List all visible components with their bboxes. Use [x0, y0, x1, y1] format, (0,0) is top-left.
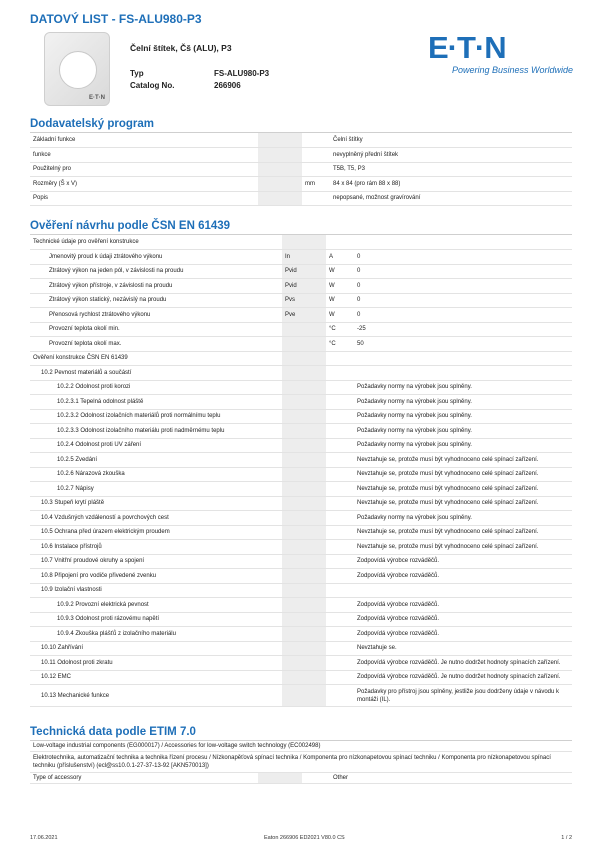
- row-unit: [326, 598, 354, 613]
- row-symbol: [282, 540, 326, 555]
- row-value: Požadavky normy na výrobek jsou splněny.: [354, 424, 572, 439]
- row-value: Nevztahuje se, protože musí být vyhodnoceno celé spínací zařízení.: [354, 467, 572, 482]
- row-value: Požadavky normy na výrobek jsou splněny.: [354, 380, 572, 395]
- row-label: 10.3 Stupeň krytí pláště: [30, 496, 282, 511]
- table-row: [30, 250, 572, 265]
- row-value: 0: [354, 264, 572, 279]
- type-value: FS-ALU980-P3: [214, 69, 270, 78]
- table-row: [30, 395, 572, 410]
- row-value: 0: [354, 250, 572, 265]
- row-value: 84 x 84 (pro rám 88 x 88): [330, 177, 572, 192]
- row-value: [354, 583, 572, 598]
- product-description: Čelní štítek, Čš (ALU), P3: [130, 43, 232, 53]
- table-row: [30, 741, 572, 752]
- row-symbol: [258, 148, 302, 163]
- table-row: [30, 641, 572, 656]
- row-unit: W: [326, 264, 354, 279]
- row-symbol: Pve: [282, 308, 326, 323]
- section-design-verification: [30, 220, 572, 707]
- table-row: [30, 627, 572, 642]
- row-unit: [302, 133, 330, 148]
- etim-line2: Elektrotechnika, automatizační technika a technika řízení procesu / Nízkonapěťová spínací technika / Komponenta pro nízkonapetovou spínací techniku / Komponenta pro nízkonapetovou spínací techniku (příslušenství) (ecl@ss10.0.1-27-37-13-92 [AKN570013]): [30, 752, 572, 773]
- table-row: [30, 453, 572, 468]
- row-value: Zodpovídá výrobce rozváděčů.: [354, 627, 572, 642]
- row-unit: [326, 235, 354, 250]
- row-symbol: [282, 569, 326, 584]
- row-unit: [302, 162, 330, 177]
- document-title: DATOVÝ LIST - FS-ALU980-P3: [30, 12, 202, 26]
- row-symbol: [282, 467, 326, 482]
- row-label: 10.9.4 Zkouška plášťů z izolačního materiálu: [30, 627, 282, 642]
- product-hole: [59, 51, 97, 89]
- table-row: [30, 438, 572, 453]
- row-label: 10.9.2 Provozní elektrická pevnost: [30, 598, 282, 613]
- etim-row-label: Type of accessory: [30, 773, 258, 784]
- row-symbol: [282, 656, 326, 671]
- row-unit: [326, 453, 354, 468]
- row-symbol: [282, 235, 326, 250]
- row-symbol: Pvid: [282, 264, 326, 279]
- row-unit: [326, 583, 354, 598]
- row-unit: [326, 482, 354, 497]
- row-label: 10.2.3.2 Odolnost izolačních materiálů proti normálnímu teplu: [30, 409, 282, 424]
- row-symbol: [282, 395, 326, 410]
- table-row: [30, 177, 572, 192]
- row-label: 10.5 Ochrana před úrazem elektrickým proudem: [30, 525, 282, 540]
- row-unit: mm: [302, 177, 330, 192]
- table-row: [30, 366, 572, 381]
- row-symbol: [282, 670, 326, 685]
- row-symbol: [282, 424, 326, 439]
- catalog-value: 266906: [214, 81, 241, 90]
- row-value: Zodpovídá výrobce rozváděčů. Je nutno dodržet hodnoty spínacích zařízení.: [354, 656, 572, 671]
- row-label: Základní funkce: [30, 133, 258, 148]
- table-row: [30, 525, 572, 540]
- row-unit: A: [326, 250, 354, 265]
- row-label: 10.2.6 Nárazová zkouška: [30, 467, 282, 482]
- table-row: [30, 540, 572, 555]
- row-label: 10.7 Vnitřní proudové okruhy a spojení: [30, 554, 282, 569]
- table-row: [30, 670, 572, 685]
- etim-line1: Low-voltage industrial components (EG000017) / Accessories for low-voltage switch technology (EC002498): [30, 741, 572, 752]
- row-label: Ztrátový výkon statický, nezávislý na proudu: [30, 293, 282, 308]
- row-label: 10.2 Pevnost materiálů a součástí: [30, 366, 282, 381]
- table-row: [30, 554, 572, 569]
- table-row: [30, 235, 572, 250]
- row-label: Ztrátový výkon přístroje, v závislosti na proudu: [30, 279, 282, 294]
- row-unit: [326, 656, 354, 671]
- row-value: T5B, T5, P3: [330, 162, 572, 177]
- row-unit: [302, 191, 330, 206]
- row-symbol: [282, 554, 326, 569]
- row-symbol: [282, 322, 326, 337]
- row-value: [354, 235, 572, 250]
- row-unit: [326, 511, 354, 526]
- row-label: funkce: [30, 148, 258, 163]
- type-row: [130, 69, 269, 81]
- row-label: Provozní teplota okolí max.: [30, 337, 282, 352]
- row-label: Popis: [30, 191, 258, 206]
- row-symbol: Pvid: [282, 279, 326, 294]
- row-unit: W: [326, 308, 354, 323]
- row-value: Požadavky normy na výrobek jsou splněny.: [354, 409, 572, 424]
- row-label: Ověření konstrukce ČSN EN 61439: [30, 351, 282, 366]
- row-value: nepopsané, možnost gravírování: [330, 191, 572, 206]
- row-value: [354, 351, 572, 366]
- row-value: Nevztahuje se, protože musí být vyhodnoceno celé spínací zařízení.: [354, 525, 572, 540]
- row-value: -25: [354, 322, 572, 337]
- row-value: Požadavky normy na výrobek jsou splněny.: [354, 395, 572, 410]
- row-unit: [326, 569, 354, 584]
- row-label: 10.8 Připojení pro vodiče přivedené zvenku: [30, 569, 282, 584]
- row-value: 0: [354, 308, 572, 323]
- product-header: [130, 43, 269, 93]
- row-value: [354, 366, 572, 381]
- row-label: 10.12 EMC: [30, 670, 282, 685]
- row-symbol: [282, 438, 326, 453]
- row-label: Použitelný pro: [30, 162, 258, 177]
- table-row: [30, 308, 572, 323]
- row-label: 10.2.2 Odolnost proti korozi: [30, 380, 282, 395]
- etim-table: [30, 741, 572, 784]
- row-unit: [326, 467, 354, 482]
- type-label: Typ: [130, 69, 144, 78]
- logo-word: E·T·N: [428, 30, 506, 65]
- row-value: 50: [354, 337, 572, 352]
- row-symbol: [282, 351, 326, 366]
- row-value: Požadavky normy na výrobek jsou splněny.: [354, 438, 572, 453]
- row-symbol: [282, 366, 326, 381]
- row-value: nevyplněný přední štítek: [330, 148, 572, 163]
- row-unit: °C: [326, 322, 354, 337]
- row-symbol: [282, 482, 326, 497]
- section-title: Dodavatelský program: [30, 118, 572, 133]
- row-value: Zodpovídá výrobce rozváděčů.: [354, 598, 572, 613]
- row-label: Provozní teplota okolí min.: [30, 322, 282, 337]
- table-row: [30, 337, 572, 352]
- table-row: [30, 511, 572, 526]
- row-symbol: [282, 525, 326, 540]
- row-unit: [326, 351, 354, 366]
- row-value: 0: [354, 293, 572, 308]
- footer-doc-id: Eaton 266906 ED2021 V80.0 CS: [264, 835, 345, 841]
- table-row: [30, 162, 572, 177]
- table-row: [30, 279, 572, 294]
- row-symbol: [282, 583, 326, 598]
- row-label: 10.10 Zahřívání: [30, 641, 282, 656]
- table-row: [30, 773, 572, 784]
- row-symbol: [258, 191, 302, 206]
- row-unit: [326, 438, 354, 453]
- table-row: [30, 496, 572, 511]
- catalog-row: [130, 81, 269, 93]
- etim-row-unit: [302, 773, 330, 784]
- table-row: [30, 598, 572, 613]
- table-row: [30, 293, 572, 308]
- section-supplier-program: [30, 118, 572, 206]
- row-unit: [326, 627, 354, 642]
- row-value: Nevztahuje se, protože musí být vyhodnoceno celé spínací zařízení.: [354, 540, 572, 555]
- table-row: [30, 409, 572, 424]
- row-label: Ztrátový výkon na jeden pól, v závislosti na proudu: [30, 264, 282, 279]
- row-symbol: [258, 133, 302, 148]
- table-row: [30, 424, 572, 439]
- row-symbol: [282, 641, 326, 656]
- row-unit: [326, 409, 354, 424]
- row-unit: [326, 366, 354, 381]
- row-symbol: [282, 337, 326, 352]
- footer-date: 17.06.2021: [30, 835, 58, 841]
- product-image: [44, 32, 110, 106]
- row-symbol: [282, 496, 326, 511]
- table-row: [30, 148, 572, 163]
- row-label: Přenosová rychlost ztrátového výkonu: [30, 308, 282, 323]
- row-symbol: [258, 177, 302, 192]
- row-symbol: [258, 162, 302, 177]
- row-symbol: [282, 380, 326, 395]
- row-value: Nevztahuje se, protože musí být vyhodnoceno celé spínací zařízení.: [354, 482, 572, 497]
- row-unit: [326, 670, 354, 685]
- row-unit: [326, 554, 354, 569]
- row-unit: [326, 612, 354, 627]
- eaton-logo: [428, 32, 573, 78]
- row-symbol: [282, 453, 326, 468]
- etim-row-value: Other: [330, 773, 572, 784]
- row-label: 10.2.7 Nápisy: [30, 482, 282, 497]
- row-label: Jmenovitý proud k údaji ztrátového výkonu: [30, 250, 282, 265]
- footer-page: 1 / 2: [561, 835, 572, 841]
- row-unit: [326, 525, 354, 540]
- row-value: Nevztahuje se, protože musí být vyhodnoceno celé spínací zařízení.: [354, 496, 572, 511]
- table-row: [30, 583, 572, 598]
- row-value: Nevztahuje se, protože musí být vyhodnoceno celé spínací zařízení.: [354, 453, 572, 468]
- row-symbol: [282, 685, 326, 707]
- row-label: 10.6 Instalace přístrojů: [30, 540, 282, 555]
- row-label: 10.4 Vzdušných vzdáleností a povrchových cest: [30, 511, 282, 526]
- table-row: [30, 191, 572, 206]
- section-etim: [30, 726, 572, 784]
- row-value: Zodpovídá výrobce rozváděčů.: [354, 569, 572, 584]
- table-row: [30, 351, 572, 366]
- table-row: [30, 482, 572, 497]
- row-label: 10.9.3 Odolnost proti rázovému napětí: [30, 612, 282, 627]
- row-label: 10.2.3.1 Tepelná odolnost pláště: [30, 395, 282, 410]
- row-symbol: Pvs: [282, 293, 326, 308]
- row-symbol: In: [282, 250, 326, 265]
- row-value: Zodpovídá výrobce rozváděčů. Je nutno dodržet hodnoty spínacích zařízení.: [354, 670, 572, 685]
- row-unit: [326, 685, 354, 707]
- logo-tagline: Powering Business Worldwide: [451, 65, 573, 75]
- row-value: Zodpovídá výrobce rozváděčů.: [354, 554, 572, 569]
- row-value: Požadavky pro přístroj jsou splněny, jestliže jsou dodrženy údaje v návodu k montáži (IL).: [354, 685, 572, 707]
- row-unit: [302, 148, 330, 163]
- verification-table: [30, 235, 572, 707]
- row-label: Technické údaje pro ověření konstrukce: [30, 235, 282, 250]
- row-value: Čelní štítky: [330, 133, 572, 148]
- row-unit: W: [326, 279, 354, 294]
- product-logo-mark: E·T·N: [89, 95, 105, 101]
- row-symbol: [282, 627, 326, 642]
- row-value: Požadavky normy na výrobek jsou splněny.: [354, 511, 572, 526]
- row-unit: [326, 496, 354, 511]
- row-label: 10.2.3.3 Odolnost izolačního materiálu proti nadměrnému teplu: [30, 424, 282, 439]
- table-row: [30, 685, 572, 707]
- table-row: [30, 467, 572, 482]
- row-unit: [326, 424, 354, 439]
- row-unit: [326, 540, 354, 555]
- row-symbol: [282, 598, 326, 613]
- table-row: [30, 752, 572, 773]
- etim-row-sym: [258, 773, 302, 784]
- table-row: [30, 612, 572, 627]
- row-label: Rozměry (Š x V): [30, 177, 258, 192]
- row-symbol: [282, 409, 326, 424]
- row-value: Zodpovídá výrobce rozváděčů.: [354, 612, 572, 627]
- table-row: [30, 322, 572, 337]
- table-row: [30, 656, 572, 671]
- row-label: 10.11 Odolnost proti zkratu: [30, 656, 282, 671]
- table-row: [30, 380, 572, 395]
- supplier-table: [30, 133, 572, 206]
- row-label: 10.2.5 Zvedání: [30, 453, 282, 468]
- row-value: 0: [354, 279, 572, 294]
- row-unit: [326, 641, 354, 656]
- row-label: 10.13 Mechanické funkce: [30, 685, 282, 707]
- table-row: [30, 264, 572, 279]
- row-unit: [326, 380, 354, 395]
- row-value: Nevztahuje se.: [354, 641, 572, 656]
- catalog-label: Catalog No.: [130, 81, 175, 90]
- section-title: Ověření návrhu podle ČSN EN 61439: [30, 220, 572, 235]
- row-symbol: [282, 612, 326, 627]
- row-unit: W: [326, 293, 354, 308]
- row-label: 10.9 Izolační vlastnosti: [30, 583, 282, 598]
- row-unit: °C: [326, 337, 354, 352]
- section-title: Technická data podle ETIM 7.0: [30, 726, 572, 741]
- row-symbol: [282, 511, 326, 526]
- row-unit: [326, 395, 354, 410]
- table-row: [30, 133, 572, 148]
- row-label: 10.2.4 Odolnost proti UV záření: [30, 438, 282, 453]
- table-row: [30, 569, 572, 584]
